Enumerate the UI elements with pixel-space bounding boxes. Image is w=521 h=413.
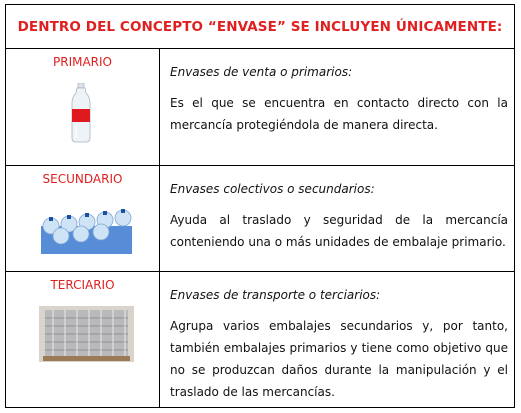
table-row-terciario (6, 272, 514, 408)
description-cell (164, 272, 508, 408)
category-subtitle: Envases de venta o primarios: (170, 65, 353, 79)
table-row-primario (6, 49, 514, 166)
category-description: Ayuda al traslado y seguridad de la mercancía conteniendo una o más unidades de embalaje primario. (170, 213, 508, 249)
category-label: PRIMARIO (53, 55, 112, 69)
category-cell (6, 49, 160, 165)
category-cell (6, 166, 160, 271)
description-cell (164, 166, 508, 271)
category-cell (6, 272, 160, 408)
bottle-pack-icon (39, 204, 134, 260)
packaging-table (5, 4, 515, 408)
category-subtitle: Envases colectivos o secundarios: (170, 182, 375, 196)
category-description: Es el que se encuentra en contacto directo con la mercancía protegiéndola de manera directa. (170, 96, 508, 132)
category-description: Agrupa varios embalajes secundarios y, por tanto, también embalajes primarios y tiene como objetivo que no se produzcan daños durante la manipulación y el traslado de las mercancías. (170, 319, 508, 399)
pallet-stack-icon (39, 306, 134, 366)
table-row-secundario (6, 166, 514, 272)
table-title: DENTRO DEL CONCEPTO “ENVASE” SE INCLUYEN ÚNICAMENTE: (17, 18, 503, 35)
category-label: TERCIARIO (50, 278, 115, 292)
table-header (6, 5, 514, 49)
category-subtitle: Envases de transporte o terciarios: (170, 288, 381, 302)
category-label: SECUNDARIO (42, 172, 123, 186)
description-cell (164, 49, 508, 165)
water-bottle-icon (68, 83, 94, 147)
